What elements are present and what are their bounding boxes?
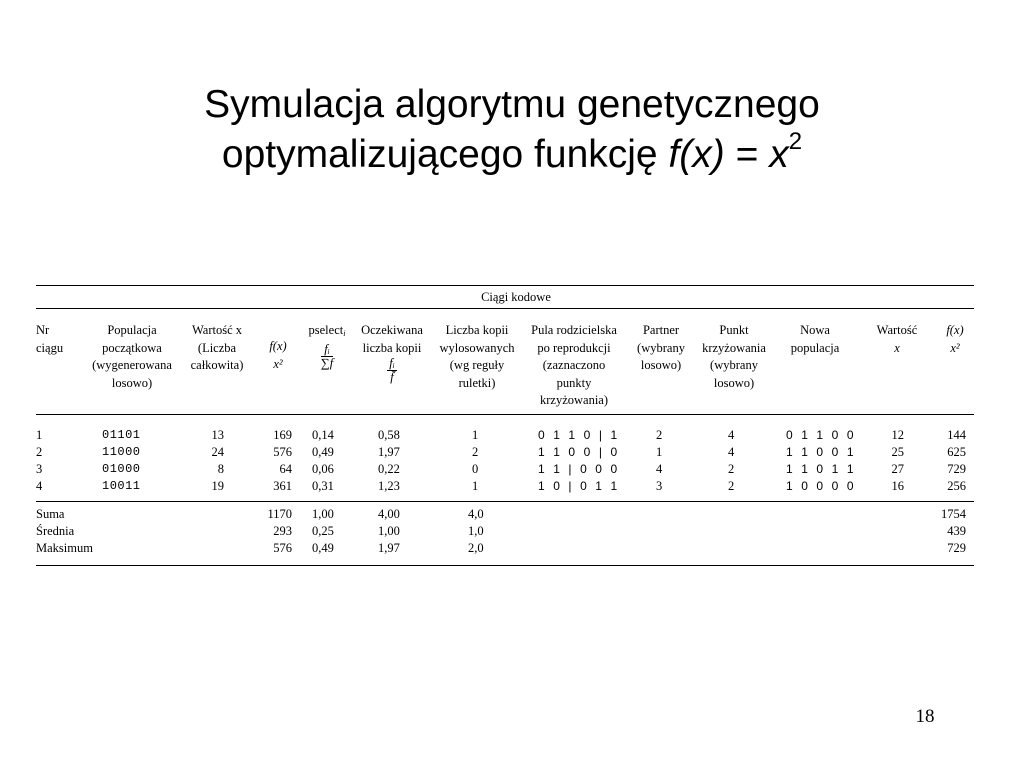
header-wartosc	[179, 322, 255, 375]
header-oczekiwana-den: f̄	[390, 370, 394, 384]
group-header-rule	[36, 308, 974, 309]
header-pselect-sub: i	[343, 329, 346, 338]
header-pula-l2: po reprodukcji	[537, 340, 611, 355]
header-fx	[260, 338, 296, 373]
header-pselect-l1	[302, 322, 352, 343]
header-pselect-fraction	[321, 343, 333, 370]
header-wartosc2	[866, 322, 928, 357]
summary-fx: 1170	[267, 507, 292, 521]
group-header-ciagi-kodowe: Ciągi kodowe	[481, 290, 551, 304]
cell-pkt: 4	[728, 428, 735, 442]
header-pselect-label: pselect	[308, 323, 344, 337]
cell-par: 3	[656, 479, 663, 493]
cell-kop: 1	[472, 479, 479, 493]
summary-fx: 293	[273, 524, 292, 538]
cell-x: 19	[211, 479, 224, 493]
cell-x2: 16	[891, 479, 904, 493]
header-pula-l3: (zaznaczono	[542, 358, 606, 372]
cell-nr: 2	[36, 445, 43, 459]
cell-ps: 0,31	[312, 479, 334, 493]
cell-pula: 0 1 1 0 | 1	[538, 428, 620, 442]
title-line-1: Symulacja algorytmu genetycznego	[204, 83, 820, 126]
cell-nr: 3	[36, 462, 43, 476]
summary-fx: 576	[273, 541, 292, 555]
header-wartosc-l2: (Liczba	[197, 340, 237, 355]
cell-pula: 1 1 0 0 | 0	[538, 445, 620, 459]
cell-fx: 64	[279, 462, 292, 476]
cell-fx2: 729	[947, 462, 966, 476]
summary-label: Maksimum	[36, 541, 93, 555]
cell-pkt: 4	[728, 445, 735, 459]
header-pselect-num: fᵢ	[321, 343, 333, 357]
header-populacja-l2: początkowa	[102, 340, 162, 355]
header-fx2-l2: x²	[950, 340, 960, 355]
cell-nowa: 1 1 0 0 1	[786, 445, 857, 459]
header-kopii-l4: ruletki)	[458, 375, 496, 390]
header-pselect	[302, 322, 352, 370]
cell-kop: 2	[472, 445, 479, 459]
cell-ps: 0,06	[312, 462, 334, 476]
summary-ps: 0,25	[312, 524, 334, 538]
header-partner	[626, 322, 696, 375]
header-pula-l1: Pula rodzicielska	[531, 323, 617, 337]
header-punkt-l1: Punkt	[719, 323, 749, 337]
header-fx2-l1: f(x)	[946, 323, 964, 337]
header-fx2	[936, 322, 974, 357]
title-eq: =	[735, 133, 759, 176]
header-oczekiwana-l1: Oczekiwana	[361, 323, 423, 337]
header-wartosc-l3: całkowita)	[190, 358, 244, 372]
header-wartosc-l1: Wartość x	[191, 323, 243, 337]
cell-x: 8	[217, 462, 224, 476]
cell-nr: 4	[36, 479, 43, 493]
cell-pop: 01000	[102, 462, 141, 476]
cell-pula: 1 0 | 0 1 1	[538, 479, 620, 493]
cell-oc: 1,97	[378, 445, 400, 459]
title-fx: f(x)	[668, 133, 725, 176]
title-line-2-text: optymalizującego funkcję	[221, 133, 658, 176]
header-nr-l1: Nr	[36, 323, 50, 337]
header-fx-l2: x²	[273, 356, 283, 371]
header-pselect-den: ∑f	[320, 355, 334, 370]
summary-kop: 4,0	[468, 507, 484, 521]
header-kopii-l2: wylosowanych	[439, 340, 515, 355]
header-populacja-l4: losowo)	[111, 375, 153, 390]
cell-pula: 1 1 | 0 0 0	[538, 462, 620, 476]
cell-fx: 169	[273, 428, 292, 442]
cell-fx2: 256	[947, 479, 966, 493]
cell-x: 13	[211, 428, 224, 442]
cell-fx2: 625	[947, 445, 966, 459]
header-partner-l2: (wybrany	[637, 340, 685, 355]
header-kopii-l1: Liczba kopii	[445, 323, 509, 337]
cell-kop: 1	[472, 428, 479, 442]
header-punkt-l3: (wybrany	[710, 358, 758, 372]
summary-oc: 1,97	[378, 541, 400, 555]
title-exponent: 2	[788, 128, 803, 155]
cell-pop: 11000	[102, 445, 141, 459]
summary-label: Suma	[36, 507, 65, 521]
header-populacja-l3: (wygenerowana	[92, 358, 172, 372]
header-oczekiwana	[352, 322, 432, 384]
table-top-rule	[36, 285, 974, 286]
summary-fx2: 729	[947, 541, 966, 555]
cell-oc: 0,58	[378, 428, 400, 442]
cell-ps: 0,14	[312, 428, 334, 442]
header-bottom-rule	[36, 414, 974, 415]
header-partner-l3: losowo)	[640, 358, 682, 372]
cell-kop: 0	[472, 462, 479, 476]
summary-fx2: 1754	[941, 507, 966, 521]
cell-par: 2	[656, 428, 663, 442]
cell-fx: 576	[273, 445, 292, 459]
cell-x2: 12	[891, 428, 904, 442]
cell-x2: 25	[891, 445, 904, 459]
summary-kop: 2,0	[468, 541, 484, 555]
summary-kop: 1,0	[468, 524, 484, 538]
cell-pkt: 2	[728, 462, 735, 476]
cell-nowa: 0 1 1 0 0	[786, 428, 857, 442]
header-pula-l4: punkty	[556, 375, 592, 390]
summary-fx2: 439	[947, 524, 966, 538]
header-populacja-l1: Populacja	[107, 323, 157, 337]
title-x: x	[769, 133, 789, 176]
header-punkt-l4: losowo)	[713, 375, 755, 390]
cell-pop: 01101	[102, 428, 141, 442]
header-fx-l1: f(x)	[269, 339, 287, 353]
summary-oc: 1,00	[378, 524, 400, 538]
header-nowa-l2: populacja	[790, 340, 840, 355]
header-wartosc2-l1: Wartość	[876, 323, 918, 337]
header-nr-l2: ciągu	[36, 340, 64, 355]
cell-ps: 0,49	[312, 445, 334, 459]
cell-nowa: 1 0 0 0 0	[786, 479, 857, 493]
header-oczekiwana-l2: liczba kopii	[362, 340, 422, 355]
header-kopii-l3: (wg reguły	[449, 358, 505, 372]
title-line-2	[0, 130, 1024, 180]
cell-pkt: 2	[728, 479, 735, 493]
rows-bottom-rule	[36, 501, 974, 502]
cell-nowa: 1 1 0 1 1	[786, 462, 857, 476]
header-oczekiwana-fraction	[387, 357, 396, 384]
table-bottom-rule	[36, 565, 974, 566]
cell-oc: 0,22	[378, 462, 400, 476]
cell-par: 4	[656, 462, 663, 476]
header-partner-l1: Partner	[642, 323, 680, 337]
header-populacja	[71, 322, 193, 392]
header-punkt-l2: krzyżowania	[702, 340, 766, 355]
summary-ps: 0,49	[312, 541, 334, 555]
cell-par: 1	[656, 445, 663, 459]
cell-fx2: 144	[947, 428, 966, 442]
cell-oc: 1,23	[378, 479, 400, 493]
header-punkt	[696, 322, 772, 392]
header-pula-l5: krzyżowania)	[539, 393, 609, 407]
summary-label: Średnia	[36, 524, 75, 538]
header-oczekiwana-num: fᵢ	[389, 356, 395, 370]
genetic-algorithm-table	[36, 280, 974, 570]
slide-title	[0, 80, 1024, 180]
cell-pop: 10011	[102, 479, 141, 493]
cell-x2: 27	[891, 462, 904, 476]
cell-x: 24	[211, 445, 224, 459]
header-kopii	[432, 322, 522, 392]
cell-nr: 1	[36, 428, 43, 442]
header-nr	[36, 322, 63, 357]
summary-ps: 1,00	[312, 507, 334, 521]
header-wartosc2-l2: x	[894, 340, 900, 355]
slide-number: 18	[915, 706, 935, 727]
header-pula	[522, 322, 626, 410]
summary-oc: 4,00	[378, 507, 400, 521]
header-nowa-l1: Nowa	[800, 323, 830, 337]
cell-fx: 361	[273, 479, 292, 493]
header-nowa	[772, 322, 858, 357]
